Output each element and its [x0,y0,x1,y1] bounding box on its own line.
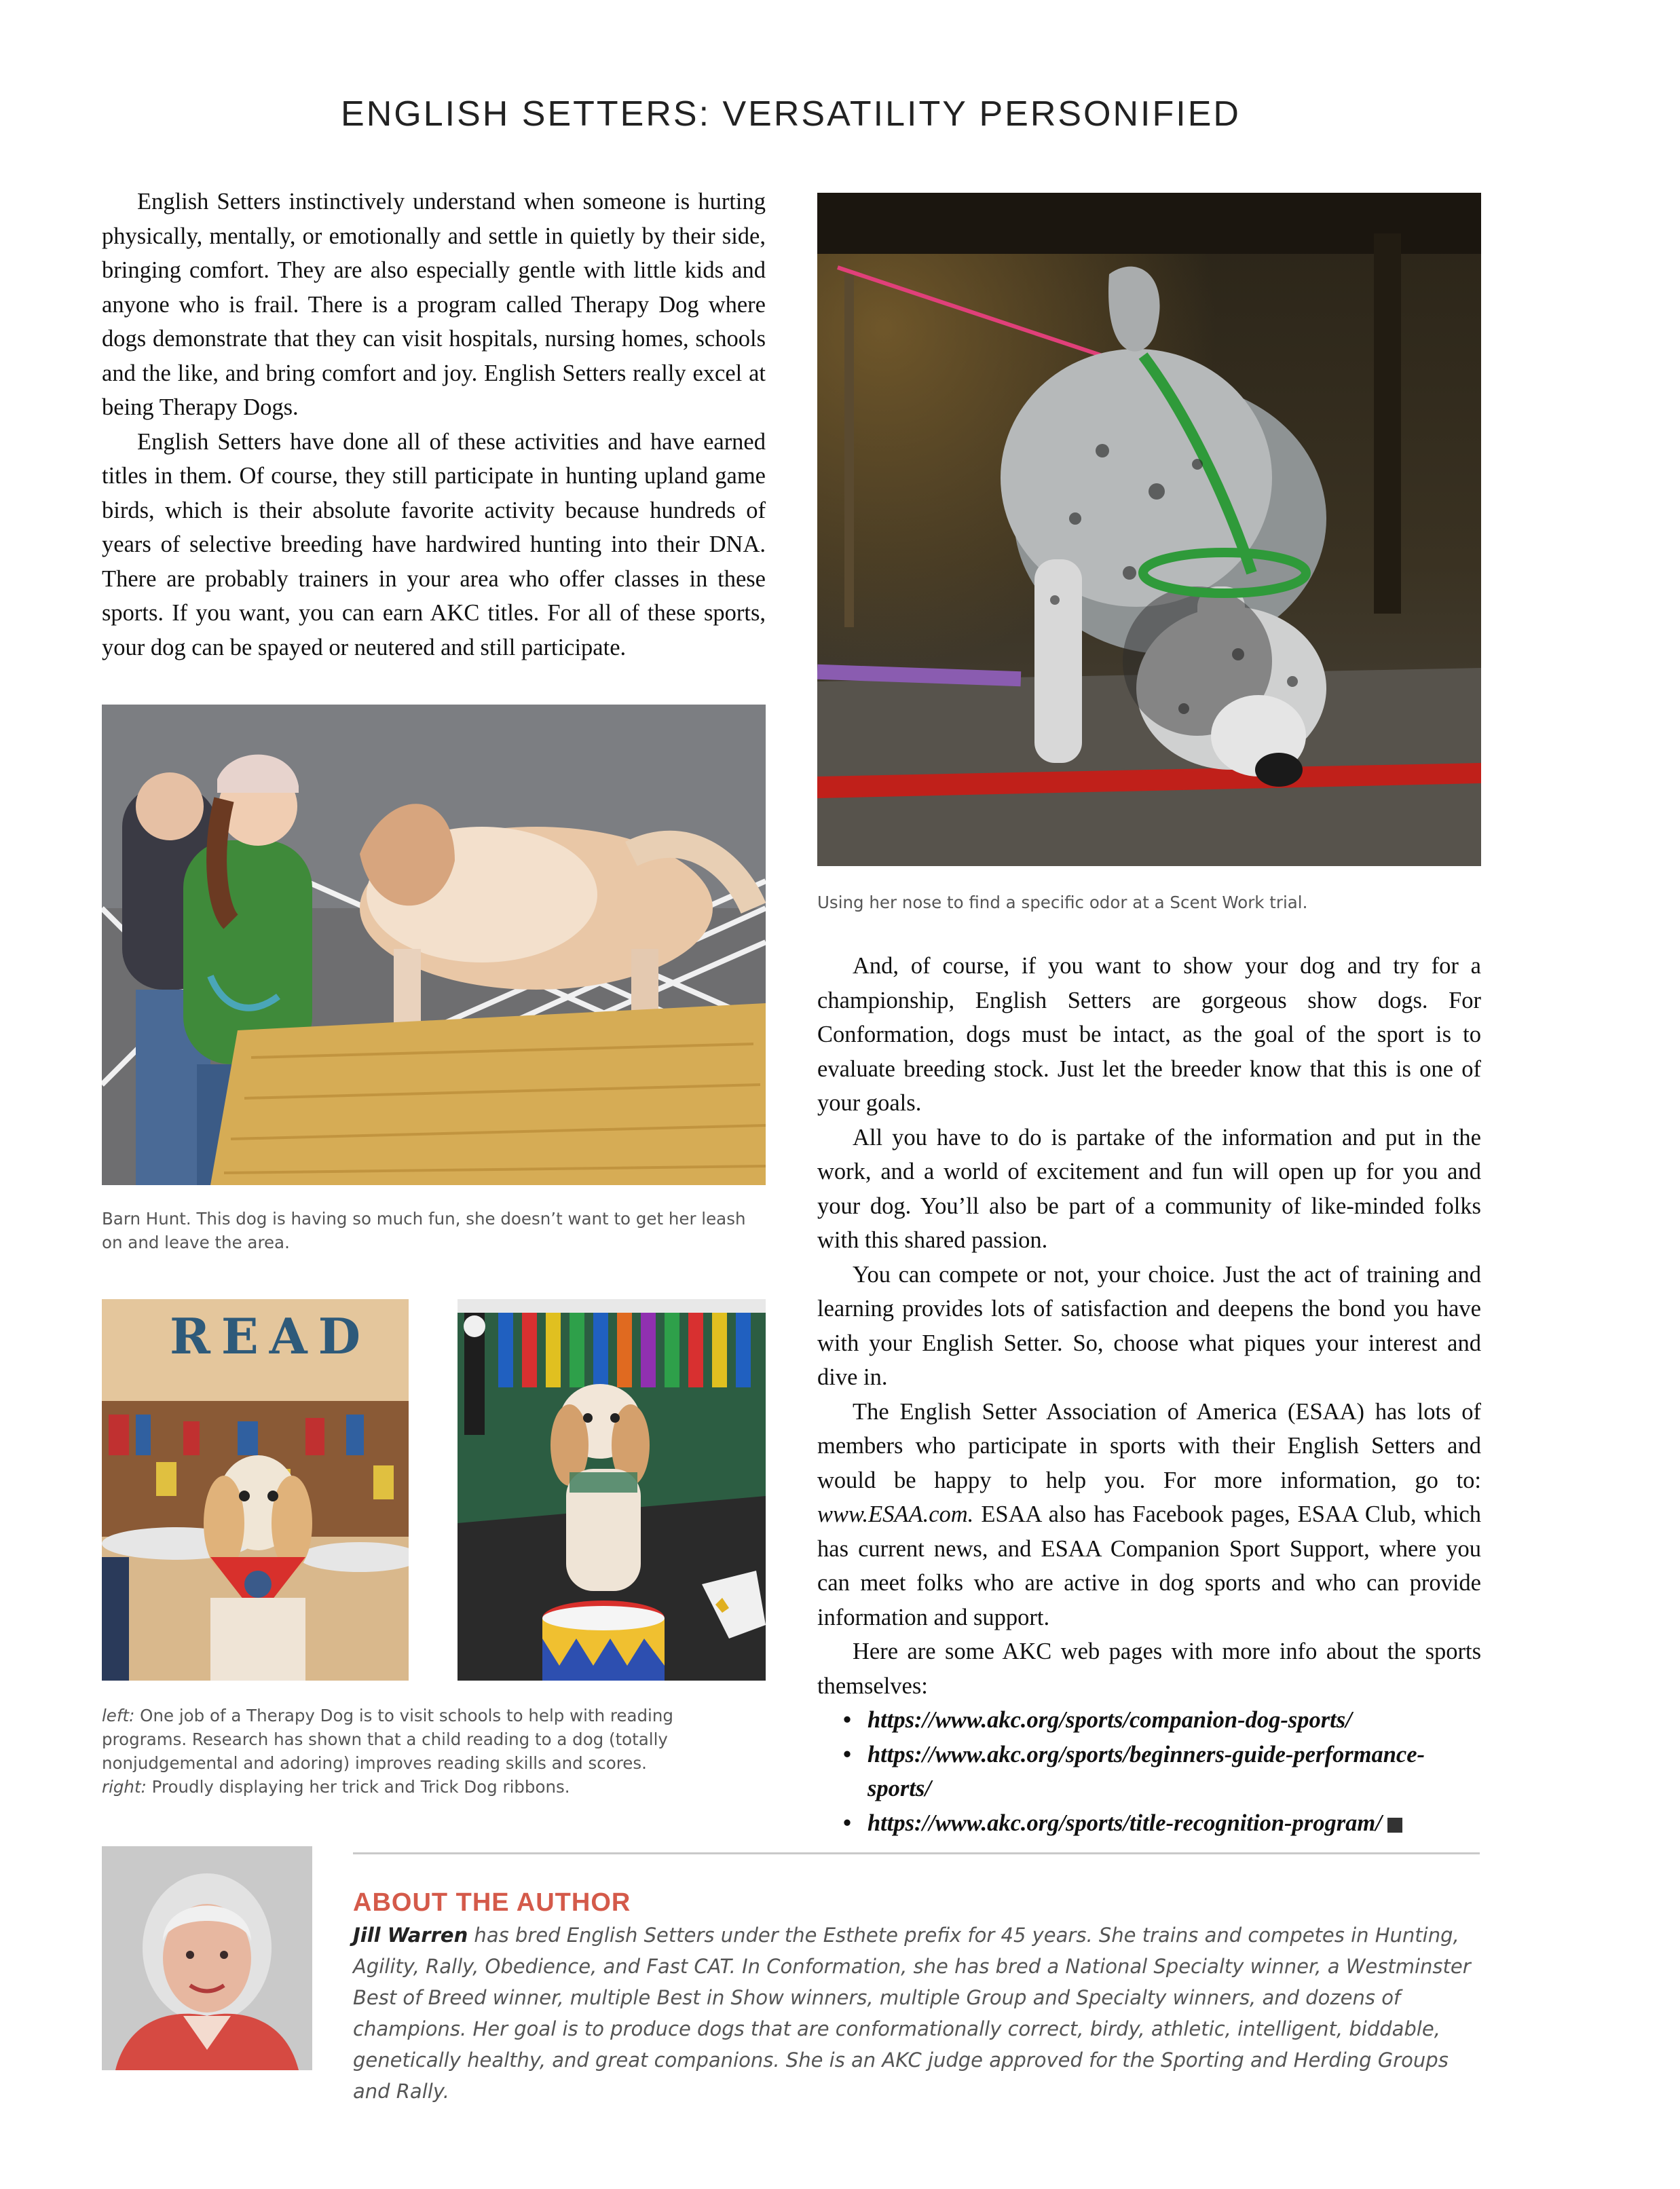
author-portrait [102,1846,312,2070]
library-illustration [102,1299,409,1681]
paragraph: And, of course, if you want to show your dog and try for a championship, English Setters are gorgeous show dogs. For Conformation, dogs must be intact, as the goal of the sport is to evaluate breeding stock. Just let the breeder know that this is one of your goals. [817,953,1481,1116]
akc-link-title[interactable]: • https://www.akc.org/sports/title-recognition-program/ [867,1806,1481,1841]
page-title: ENGLISH SETTERS: VERSATILITY PERSONIFIED [341,94,1241,134]
akc-link-performance[interactable]: • https://www.akc.org/sports/beginners-guide-performance-sports/ [867,1738,1481,1806]
akc-links-list [817,1703,1481,1840]
paragraph: English Setters have done all of these activities and have earned titles in them. Of course, they still participate in hunting upland game birds, which is their absolute favorite activity because hundreds of years of selective breeding have hardwired hunting into their DNA. There are probably trainers in your area who offer classes in these sports. If you want, you can earn AKC titles. For all of these sports, your dog can be spayed or neutered and still participate. [102,428,766,660]
library-read-sign: READ [170,1307,372,1365]
caption-left-label: left: [102,1706,135,1725]
right-column-text [817,949,1481,1840]
end-mark-icon [1387,1818,1402,1833]
trick-dog-illustration [458,1299,766,1681]
library-reading-photo [102,1299,409,1681]
paragraph: You can compete or not, your choice. Just the act of training and learning provides lots of satisfaction and deepens the bond you have with your English Setter. So, choose what piques your interest and dive in. [817,1261,1481,1390]
akc-link-companion[interactable]: • https://www.akc.org/sports/companion-dog-sports/ [867,1703,1481,1738]
barn-hunt-photo [102,705,766,1185]
paragraph: English Setters instinctively understand when someone is hurting physically, mentally, or emotionally and settle in quietly by their side, bringing comfort. They are also especially gentle with little kids and anyone who is frail. There is a program called Therapy Dog where dogs demonstrate that they can visit hospitals, nursing homes, schools and the like, and bring comfort and joy. English Setters really excel at being Therapy Dogs. [102,189,766,420]
section-divider [353,1852,1480,1854]
caption-right-text: Proudly displaying her trick and Trick Dog ribbons. [151,1777,570,1797]
author-name: Jill Warren [353,1924,468,1947]
scent-work-photo [817,193,1481,866]
therapy-trick-caption [102,1704,713,1799]
esaa-link[interactable]: www.ESAA.com. [817,1501,974,1527]
trick-dog-photo [458,1299,766,1681]
about-author-bio: Jill Warren has bred English Setters under the Esthete prefix for 45 years. She trains and competes in Hunting, Agility, Rally, Obedience, and Fast CAT. In Conformation, she has bred a National Specialty winner, a Westminster Best of Breed winner, multiple Best in Show winners, multiple Group and Specialty winners, and dozens of champions. Her goal is to produce dogs that are conformationally correct, birdy, athletic, intelligent, biddable, genetically healthy, and great companions. She is an AKC judge approved for the Sporting and Herding Groups and Rally. [353,1924,1471,2103]
about-author-heading: ABOUT THE AUTHOR [353,1888,631,1917]
paragraph: All you have to do is partake of the information and put in the work, and a world of excitement and fun will open up for you and your dog. You’ll also be part of a community of like-minded folks with this shared passion. [817,1124,1481,1253]
left-column-text [102,185,766,665]
scent-work-caption: Using her nose to find a specific odor at a Scent Work trial. [817,893,1308,912]
author-portrait-illustration [102,1846,312,2070]
esaa-paragraph: The English Setter Association of America (ESAA) has lots of members who participate in sports with their English Setters and would be happy to help you. For more information, go to: www.ESAA.com. ESAA also has Facebook pages, ESAA Club, which has current news, and ESAA Companion Sport Support, where you can meet folks who are active in dog sports and who can provide information and support. [817,1398,1481,1630]
barn-hunt-illustration [102,705,766,1185]
barn-hunt-caption: Barn Hunt. This dog is having so much fun, she doesn’t want to get her leash on and leave the area. [102,1209,746,1252]
scent-work-illustration [817,193,1481,866]
caption-right-label: right: [102,1777,147,1797]
caption-left-text: One job of a Therapy Dog is to visit schools to help with reading programs. Research has shown that a child reading to a dog (totally nonjudgemental and adoring) improves reading skills and scores. [102,1706,673,1773]
links-intro: Here are some AKC web pages with more info about the sports themselves: [817,1639,1481,1699]
